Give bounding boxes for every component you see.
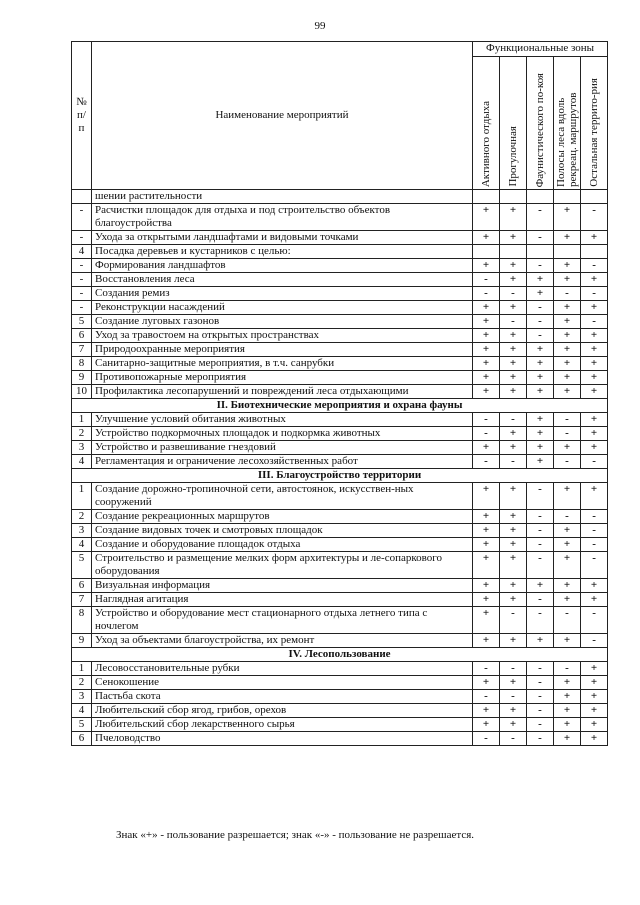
zone-mark: + — [500, 483, 527, 510]
row-name: Формирования ландшафтов — [92, 259, 473, 273]
zone-mark: + — [527, 273, 554, 287]
row-name: Пчеловодство — [92, 732, 473, 746]
row-number: 4 — [72, 704, 92, 718]
row-name: Пастьба скота — [92, 690, 473, 704]
header-zone — [473, 57, 500, 190]
zone-mark: - — [527, 552, 554, 579]
zone-mark: - — [554, 455, 581, 469]
zone-mark: - — [527, 231, 554, 245]
zone-mark: + — [473, 301, 500, 315]
row-name: Любительский сбор ягод, грибов, орехов — [92, 704, 473, 718]
zone-mark: + — [500, 579, 527, 593]
zone-mark: - — [473, 732, 500, 746]
zone-mark: + — [554, 676, 581, 690]
zone-mark: - — [500, 607, 527, 634]
row-number: 2 — [72, 427, 92, 441]
zone-mark — [473, 190, 500, 204]
table-row — [72, 287, 608, 301]
row-number — [72, 190, 92, 204]
table-row — [72, 371, 608, 385]
table-row — [72, 259, 608, 273]
zone-mark: + — [500, 538, 527, 552]
zone-mark: - — [500, 732, 527, 746]
zone-mark — [527, 245, 554, 259]
row-number: 6 — [72, 579, 92, 593]
row-name: Противопожарные мероприятия — [92, 371, 473, 385]
zone-mark: + — [554, 718, 581, 732]
zone-mark: + — [473, 231, 500, 245]
zone-mark: + — [473, 524, 500, 538]
zone-mark: - — [527, 483, 554, 510]
zone-mark: + — [473, 204, 500, 231]
row-name: Реконструкции насаждений — [92, 301, 473, 315]
zone-mark: + — [554, 593, 581, 607]
table-row — [72, 718, 608, 732]
row-number: 2 — [72, 510, 92, 524]
zone-mark: - — [554, 510, 581, 524]
table-row — [72, 273, 608, 287]
zone-mark: + — [500, 231, 527, 245]
zone-mark: - — [473, 690, 500, 704]
zone-mark: + — [554, 315, 581, 329]
zone-mark: + — [527, 413, 554, 427]
section-title: II. Биотехнические мероприятия и охрана фауны — [72, 399, 608, 413]
row-number: 1 — [72, 483, 92, 510]
zone-mark: + — [500, 634, 527, 648]
table-row — [72, 732, 608, 746]
zone-mark: + — [581, 301, 608, 315]
zone-mark: - — [581, 634, 608, 648]
zone-mark: + — [473, 343, 500, 357]
zone-mark: - — [527, 704, 554, 718]
zone-mark: + — [554, 524, 581, 538]
zone-label: Прогулочная — [507, 126, 519, 187]
zone-mark: + — [554, 231, 581, 245]
table-row — [72, 704, 608, 718]
row-number: - — [72, 301, 92, 315]
section-title: III. Благоустройство территории — [72, 469, 608, 483]
zone-mark — [527, 190, 554, 204]
zone-mark: + — [581, 718, 608, 732]
row-number: - — [72, 231, 92, 245]
row-number: - — [72, 204, 92, 231]
table-row — [72, 483, 608, 510]
section-header-row — [72, 399, 608, 413]
row-number: 6 — [72, 732, 92, 746]
zone-mark: + — [527, 427, 554, 441]
zone-mark: - — [581, 538, 608, 552]
row-number: 3 — [72, 441, 92, 455]
zone-mark: + — [581, 662, 608, 676]
table-row — [72, 245, 608, 259]
table-row — [72, 190, 608, 204]
zone-mark: - — [581, 315, 608, 329]
zone-mark: + — [581, 231, 608, 245]
zone-mark: + — [554, 483, 581, 510]
zone-mark — [500, 190, 527, 204]
row-number: 9 — [72, 634, 92, 648]
zone-mark: + — [581, 371, 608, 385]
zone-mark: + — [527, 287, 554, 301]
zone-mark: + — [581, 357, 608, 371]
page-number: 99 — [314, 20, 326, 32]
row-number: 5 — [72, 315, 92, 329]
table-row — [72, 662, 608, 676]
row-number: - — [72, 273, 92, 287]
zone-mark: - — [527, 732, 554, 746]
zone-mark: + — [500, 593, 527, 607]
zone-mark: + — [554, 704, 581, 718]
zone-mark: + — [554, 259, 581, 273]
row-name: Профилактика лесопарушений и повреждений леса отдыхающими — [92, 385, 473, 399]
zone-mark: + — [500, 704, 527, 718]
zone-mark: - — [581, 455, 608, 469]
table-row — [72, 441, 608, 455]
table-row — [72, 524, 608, 538]
zone-mark: - — [581, 287, 608, 301]
zone-mark: + — [527, 634, 554, 648]
row-number: 7 — [72, 593, 92, 607]
zone-mark: - — [500, 690, 527, 704]
table-row — [72, 315, 608, 329]
zone-mark: + — [554, 357, 581, 371]
zone-mark: + — [554, 690, 581, 704]
row-number: 4 — [72, 455, 92, 469]
table-row — [72, 455, 608, 469]
zone-mark: + — [554, 343, 581, 357]
row-name: Восстановления леса — [92, 273, 473, 287]
zone-mark — [581, 190, 608, 204]
row-name: Создание рекреационных маршрутов — [92, 510, 473, 524]
zone-mark: - — [473, 273, 500, 287]
zone-mark: - — [554, 607, 581, 634]
zone-mark: + — [473, 329, 500, 343]
zone-mark: + — [500, 441, 527, 455]
row-name: Природоохранные мероприятия — [92, 343, 473, 357]
zone-mark: - — [527, 510, 554, 524]
zone-mark: + — [500, 385, 527, 399]
row-name: Уход за объектами благоустройства, их ремонт — [92, 634, 473, 648]
row-number: 2 — [72, 676, 92, 690]
zone-mark: + — [500, 273, 527, 287]
table-row — [72, 579, 608, 593]
row-name: Создание дорожно-тропиночной сети, автостоянок, искусствен-ных сооружений — [92, 483, 473, 510]
row-number: 6 — [72, 329, 92, 343]
zone-mark: + — [554, 579, 581, 593]
zone-mark: + — [527, 357, 554, 371]
zone-mark: - — [581, 552, 608, 579]
zone-mark: + — [527, 343, 554, 357]
zone-mark — [500, 245, 527, 259]
measures-table — [71, 41, 608, 746]
row-name: Создание видовых точек и смотровых площадок — [92, 524, 473, 538]
zone-mark: + — [500, 718, 527, 732]
zone-mark: - — [473, 427, 500, 441]
table-row — [72, 676, 608, 690]
zone-mark: - — [527, 204, 554, 231]
zone-mark: + — [527, 455, 554, 469]
zone-mark: + — [473, 634, 500, 648]
row-name: Устройство и оборудование мест стационарного отдыха летнего типа с ночлегом — [92, 607, 473, 634]
zone-mark: - — [500, 413, 527, 427]
zone-mark: + — [554, 301, 581, 315]
row-name: Устройство и развешивание гнездовий — [92, 441, 473, 455]
zone-mark: + — [554, 371, 581, 385]
zone-mark: + — [581, 343, 608, 357]
row-name: Визуальная информация — [92, 579, 473, 593]
zone-mark — [581, 245, 608, 259]
zone-mark: - — [581, 259, 608, 273]
zone-mark: + — [500, 259, 527, 273]
zone-mark: + — [581, 413, 608, 427]
zone-mark: - — [554, 287, 581, 301]
row-number: 4 — [72, 538, 92, 552]
zone-mark: + — [581, 732, 608, 746]
zone-mark: + — [500, 343, 527, 357]
zone-mark: + — [500, 510, 527, 524]
header-name: Наименование мероприятий — [92, 42, 473, 190]
zone-mark: + — [500, 357, 527, 371]
section-header-row — [72, 469, 608, 483]
zone-mark: + — [554, 329, 581, 343]
zone-mark: - — [473, 662, 500, 676]
zone-mark: - — [554, 662, 581, 676]
zone-label: Фаунистического по-коя — [534, 72, 546, 187]
zone-mark: + — [581, 690, 608, 704]
zone-mark: + — [527, 579, 554, 593]
zone-mark: + — [473, 552, 500, 579]
zone-mark: - — [527, 718, 554, 732]
zone-mark: + — [473, 607, 500, 634]
zone-mark: - — [581, 204, 608, 231]
row-name: Лесовосстановительные рубки — [92, 662, 473, 676]
row-name: шении растительности — [92, 190, 473, 204]
header-number: № п/п — [72, 42, 92, 190]
zone-mark: + — [473, 315, 500, 329]
zone-mark: + — [500, 524, 527, 538]
zone-mark: + — [554, 634, 581, 648]
row-name: Строительство и размещение мелких форм архитектуры и ле-сопаркового оборудования — [92, 552, 473, 579]
row-number: 9 — [72, 371, 92, 385]
zone-label: Остальная террито-рия — [588, 78, 601, 187]
zone-mark: + — [500, 552, 527, 579]
row-number: 3 — [72, 690, 92, 704]
zone-mark: + — [473, 357, 500, 371]
zone-mark: - — [473, 413, 500, 427]
zone-mark: + — [473, 718, 500, 732]
zone-mark: + — [500, 676, 527, 690]
zone-mark: + — [473, 371, 500, 385]
row-number: - — [72, 259, 92, 273]
row-name: Создания ремиз — [92, 287, 473, 301]
row-name: Устройство подкормочных площадок и подкормка животных — [92, 427, 473, 441]
zone-mark: + — [554, 538, 581, 552]
zone-mark — [554, 190, 581, 204]
table-row — [72, 690, 608, 704]
row-name: Уход за травостоем на открытых пространствах — [92, 329, 473, 343]
zone-mark: + — [581, 593, 608, 607]
zone-mark: - — [527, 329, 554, 343]
zone-mark: + — [500, 427, 527, 441]
zone-mark: - — [527, 301, 554, 315]
zone-mark: + — [473, 593, 500, 607]
row-number: 3 — [72, 524, 92, 538]
zone-mark: - — [527, 662, 554, 676]
zone-label: Активного отдыха — [480, 100, 492, 187]
table-row — [72, 427, 608, 441]
zone-mark: + — [473, 510, 500, 524]
zone-mark: - — [527, 690, 554, 704]
zone-mark: + — [527, 385, 554, 399]
section-header-row — [72, 648, 608, 662]
zone-mark: + — [473, 704, 500, 718]
table-row — [72, 593, 608, 607]
zone-mark: + — [473, 385, 500, 399]
table-row — [72, 552, 608, 579]
table-row — [72, 634, 608, 648]
zone-mark — [554, 245, 581, 259]
zone-mark: - — [581, 607, 608, 634]
zone-mark: + — [581, 273, 608, 287]
table-row — [72, 343, 608, 357]
table-row — [72, 385, 608, 399]
zone-mark: - — [527, 676, 554, 690]
header-zone — [554, 57, 581, 190]
table-row — [72, 413, 608, 427]
row-name: Создание луговых газонов — [92, 315, 473, 329]
zone-mark: + — [554, 732, 581, 746]
zone-mark: + — [554, 441, 581, 455]
table-row — [72, 301, 608, 315]
zone-mark: + — [527, 441, 554, 455]
table-row — [72, 231, 608, 245]
table-row — [72, 607, 608, 634]
row-name: Наглядная агитация — [92, 593, 473, 607]
zone-mark: - — [527, 315, 554, 329]
zone-mark: + — [473, 259, 500, 273]
zone-mark: - — [527, 538, 554, 552]
row-name: Создание и оборудование площадок отдыха — [92, 538, 473, 552]
zone-mark: - — [473, 455, 500, 469]
zone-mark: + — [527, 371, 554, 385]
section-title: IV. Лесопользование — [72, 648, 608, 662]
zone-mark: + — [554, 273, 581, 287]
row-name: Сенокошение — [92, 676, 473, 690]
zone-mark: + — [581, 579, 608, 593]
row-number: - — [72, 287, 92, 301]
footnote: Знак «+» - пользование разрешается; знак «-» - пользование не разрешается. — [116, 829, 475, 841]
row-number: 5 — [72, 718, 92, 732]
row-name: Расчистки площадок для отдыха и под строительство объектов благоустройства — [92, 204, 473, 231]
header-zone — [500, 57, 527, 190]
zone-mark: - — [500, 455, 527, 469]
row-name: Ухода за открытыми ландшафтами и видовыми точками — [92, 231, 473, 245]
zone-mark: - — [581, 524, 608, 538]
table-row — [72, 357, 608, 371]
zone-mark: - — [473, 287, 500, 301]
zone-mark: - — [527, 524, 554, 538]
table-body — [72, 190, 608, 746]
row-name: Регламентация и ограничение лесохозяйственных работ — [92, 455, 473, 469]
header-zones-group: Функциональные зоны — [473, 42, 608, 57]
zone-mark: + — [581, 385, 608, 399]
zone-mark: - — [581, 510, 608, 524]
zone-mark: + — [500, 329, 527, 343]
row-number: 8 — [72, 607, 92, 634]
zone-mark: - — [527, 607, 554, 634]
zone-label: Полосы леса вдоль рекреац. маршрутов — [555, 92, 579, 187]
header-zone — [581, 57, 608, 190]
zone-mark: + — [500, 204, 527, 231]
zone-mark: + — [581, 441, 608, 455]
row-number: 10 — [72, 385, 92, 399]
row-number: 7 — [72, 343, 92, 357]
table-row — [72, 204, 608, 231]
zone-mark: + — [473, 579, 500, 593]
zone-mark: + — [473, 483, 500, 510]
zone-mark: - — [500, 662, 527, 676]
zone-mark: + — [500, 301, 527, 315]
zone-mark: + — [581, 704, 608, 718]
row-name: Улучшение условий обитания животных — [92, 413, 473, 427]
row-number: 1 — [72, 413, 92, 427]
zone-mark: - — [500, 315, 527, 329]
table-row — [72, 510, 608, 524]
zone-mark: - — [554, 427, 581, 441]
zone-mark: + — [473, 538, 500, 552]
zone-mark: - — [554, 413, 581, 427]
row-number: 4 — [72, 245, 92, 259]
zone-mark: + — [581, 427, 608, 441]
zone-mark: + — [581, 329, 608, 343]
zone-mark: + — [473, 676, 500, 690]
zone-mark: + — [554, 385, 581, 399]
header-zone — [527, 57, 554, 190]
zone-mark: + — [581, 676, 608, 690]
zone-mark: + — [581, 483, 608, 510]
row-number: 8 — [72, 357, 92, 371]
table-row — [72, 329, 608, 343]
row-name: Санитарно-защитные мероприятия, в т.ч. санрубки — [92, 357, 473, 371]
row-name: Любительский сбор лекарственного сырья — [92, 718, 473, 732]
zone-mark: + — [500, 371, 527, 385]
zone-mark: + — [554, 204, 581, 231]
zone-mark: - — [527, 593, 554, 607]
row-number: 5 — [72, 552, 92, 579]
zone-mark — [473, 245, 500, 259]
zone-mark: + — [554, 552, 581, 579]
table-row — [72, 538, 608, 552]
zone-mark: + — [473, 441, 500, 455]
zone-mark: - — [500, 287, 527, 301]
zone-mark: - — [527, 259, 554, 273]
row-name: Посадка деревьев и кустарников с целью: — [92, 245, 473, 259]
row-number: 1 — [72, 662, 92, 676]
